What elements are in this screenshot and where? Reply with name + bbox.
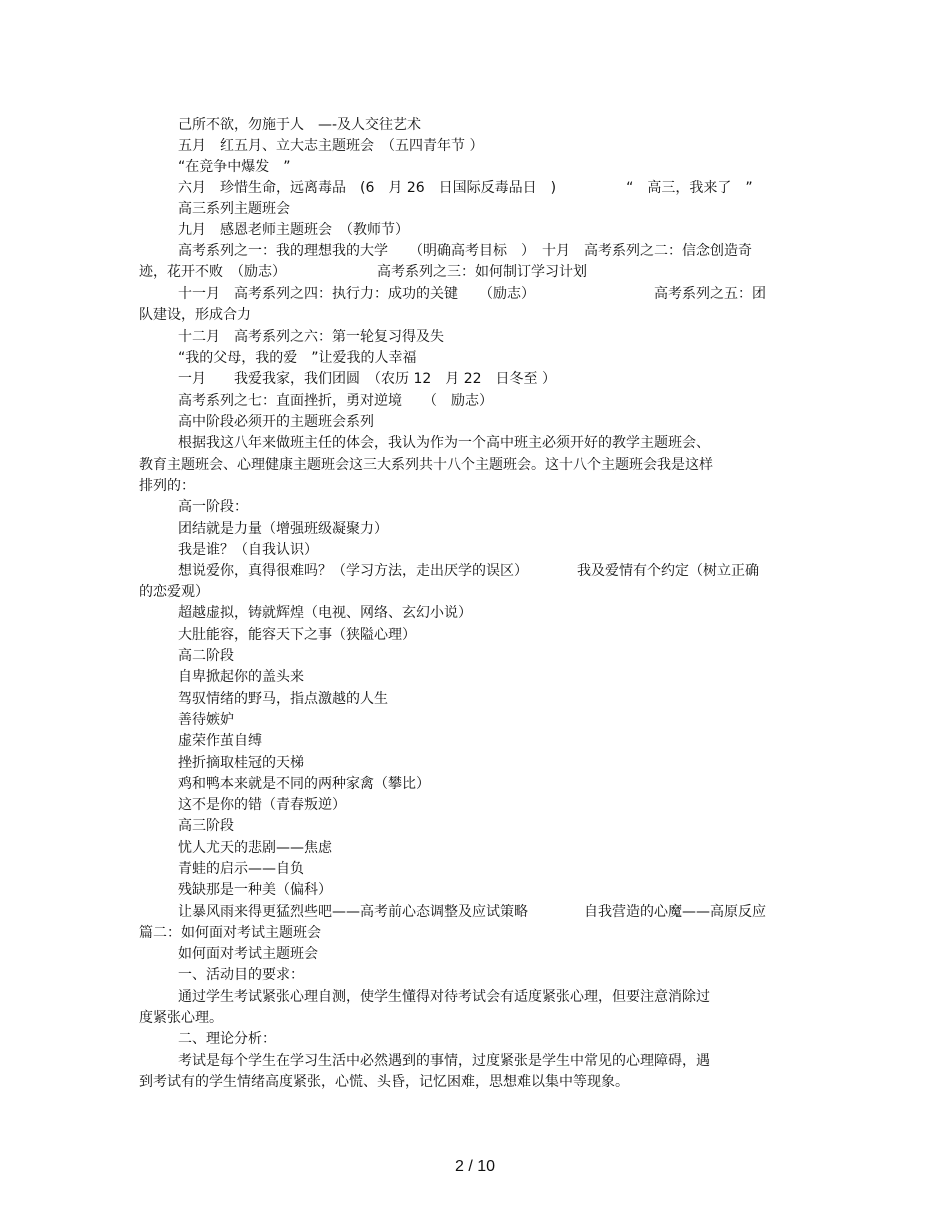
text-line: 十二月 高考系列之六：第一轮复习得及失: [178, 329, 444, 345]
section-heading: 高中阶段必须开的主题班会系列: [178, 414, 374, 430]
paragraph-line: 通过学生考试紧张心理自测，使学生懂得对待考试会有适度紧张心理，但要注意消除过: [178, 989, 710, 1005]
list-item: 善待嫉妒: [178, 712, 234, 728]
list-item: 鸡和鸭本来就是不同的两种家禽（攀比）: [178, 776, 430, 792]
text-line: 一月 我爱我家，我们团圆 （农历 12 月 22 日冬至 ）: [178, 371, 556, 387]
text-line: “我的父母，我的爱 ”让爱我的人幸福: [178, 350, 417, 366]
list-item: 超越虚拟，铸就辉煌（电视、网络、玄幻小说）: [178, 605, 472, 621]
list-item: 自卑掀起你的盖头来: [178, 669, 304, 685]
stage-heading: 高三阶段: [178, 818, 234, 834]
list-item: 大肚能容，能容天下之事（狭隘心理）: [178, 627, 416, 643]
list-item: 让暴风雨来得更猛烈些吧——高考前心态调整及应试策略 自我营造的心魔——高原反应: [178, 904, 766, 920]
subsection-heading: 二、理论分析：: [178, 1031, 276, 1047]
list-item: 驾驭情绪的野马，指点激越的人生: [178, 691, 388, 707]
list-item: 这不是你的错（青春叛逆）: [178, 797, 346, 813]
text-line: “在竞争中爆发 ”: [178, 159, 291, 175]
paragraph-line: 根据我这八年来做班主任的体会，我认为作为一个高中班主必须开好的教学主题班会、: [178, 435, 710, 451]
list-item: 忧人尤天的悲剧——焦虑: [178, 840, 332, 856]
text-line: 五月 红五月、立大志主题班会 （五四青年节 ）: [178, 138, 484, 154]
subtitle: 如何面对考试主题班会: [178, 946, 318, 962]
list-item: 团结就是力量（增强班级凝聚力）: [178, 521, 388, 537]
list-item: 我是谁？（自我认识）: [178, 542, 318, 558]
list-item: 青蛙的启示——自负: [178, 861, 304, 877]
page-number: 2 / 10: [454, 1158, 496, 1175]
paragraph-line: 度紧张心理。: [139, 1010, 223, 1026]
text-line: 迹，花开不败 （励志） 高考系列之三：如何制订学习计划: [139, 264, 587, 280]
paragraph-line: 考试是每个学生在学习生活中必然遇到的事情，过度紧张是学生中常见的心理障碍，遇: [178, 1053, 710, 1069]
text-line: 己所不欲，勿施于人 —-及人交往艺术: [178, 117, 422, 133]
text-line: 高考系列之一：我的理想我的大学 （明确高考目标 ） 十月 高考系列之二：信念创造奇: [178, 243, 752, 259]
text-line: 九月 感恩老师主题班会 （教师节）: [178, 222, 409, 238]
section-heading: 篇二：如何面对考试主题班会: [139, 925, 321, 941]
list-item: 虚荣作茧自缚: [178, 733, 262, 749]
paragraph-line: 排列的：: [139, 478, 195, 494]
text-line: 十一月 高考系列之四：执行力：成功的关键 （励志） 高考系列之五：团: [178, 286, 766, 302]
stage-heading: 高二阶段: [178, 648, 234, 664]
list-item: 的恋爱观）: [139, 584, 209, 600]
paragraph-line: 教育主题班会、心理健康主题班会这三大系列共十八个主题班会。这十八个主题班会我是这样: [139, 457, 713, 473]
text-line: 高三系列主题班会: [178, 201, 290, 217]
text-line: 队建设，形成合力: [139, 307, 251, 323]
text-line: 高考系列之七：直面挫折，勇对逆境 （ 励志）: [178, 393, 493, 409]
subsection-heading: 一、活动目的要求：: [178, 967, 304, 983]
text-line: 六月 珍惜生命，远离毒品 (6 月 26 日国际反毒品日 ) “ 高三，我来了 ”: [178, 180, 753, 196]
paragraph-line: 到考试有的学生情绪高度紧张，心慌、头昏，记忆困难，思想难以集中等现象。: [139, 1074, 629, 1090]
stage-heading: 高一阶段：: [178, 499, 248, 515]
list-item: 挫折摘取桂冠的天梯: [178, 755, 304, 771]
list-item: 想说爱你，真得很难吗？（学习方法，走出厌学的误区） 我及爱情有个约定（树立正确: [178, 563, 759, 579]
list-item: 残缺那是一种美（偏科）: [178, 882, 332, 898]
